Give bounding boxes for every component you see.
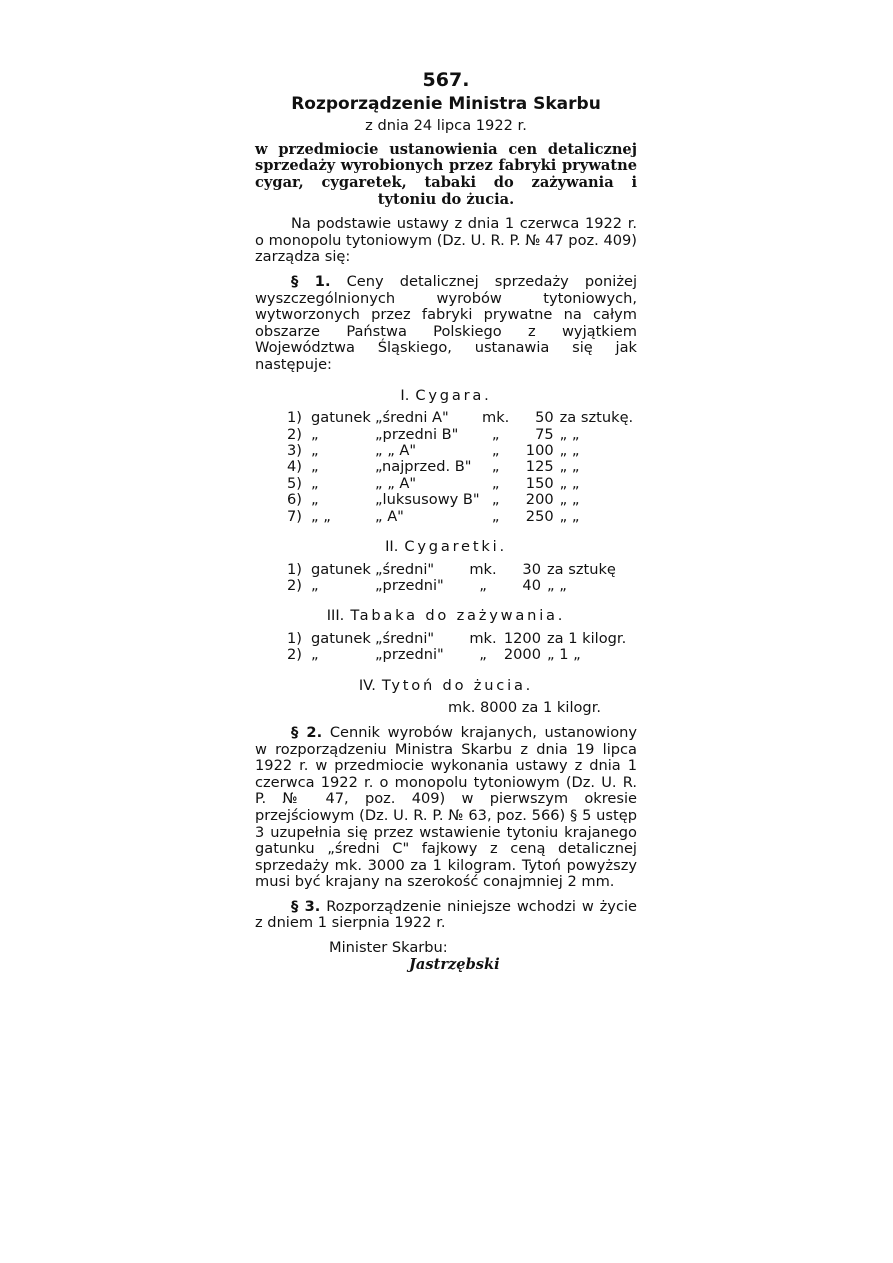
section-3: [255, 899, 637, 932]
heading-tabaka-label: Tabaka do zażywania.: [350, 607, 566, 625]
signature-name: Jastrzębski: [409, 955, 500, 973]
row-number: 6): [287, 491, 302, 509]
section-2-label: § 2.: [291, 723, 323, 741]
row-number: 1): [287, 560, 302, 578]
row-grade-word: „ „: [311, 507, 331, 525]
row-number: 2): [287, 425, 302, 443]
row-number: 1): [287, 409, 302, 427]
cygara-price-list: [287, 410, 633, 525]
row-grade-name: „ „ A": [375, 441, 417, 459]
row-currency: mk.: [469, 560, 497, 578]
row-currency: mk.: [481, 409, 510, 427]
tyton-price: mk. 8000 za 1 kilogr.: [448, 699, 601, 717]
row-number: 3): [287, 441, 302, 459]
section-1: [255, 274, 637, 374]
row-number: 4): [287, 458, 302, 476]
row-unit: „ 1 „: [547, 646, 581, 664]
heading-tyton: [255, 678, 637, 695]
row-grade-name: „średni": [375, 629, 435, 647]
row-grade-name: „przedni": [375, 576, 444, 594]
heading-tyton-roman: IV.: [358, 676, 376, 694]
row-grade-word: gatunek: [311, 409, 371, 427]
row-currency: „: [491, 458, 500, 476]
act-subject: w przedmiocie ustanowienia cen detalicznej sprzedaży wyrobionych przez fabryki prywatne cygar, cygaretek, tabaki do zażywania i tytoniu do żucia.: [255, 140, 637, 208]
row-number: 7): [287, 507, 302, 525]
row-unit: „ „: [559, 474, 580, 492]
heading-tabaka: [255, 608, 637, 625]
row-price: 125: [525, 458, 554, 476]
table-row: [287, 410, 633, 426]
row-currency: „: [491, 491, 500, 509]
row-price: 150: [525, 474, 554, 492]
row-grade-word: „: [311, 425, 319, 443]
row-grade-name: „ „ A": [375, 474, 417, 492]
table-row: [287, 459, 633, 475]
row-grade-word: „: [311, 491, 319, 509]
table-row: [287, 443, 633, 459]
row-grade-name: „ A": [375, 507, 404, 525]
row-price: 50: [535, 409, 554, 427]
section-3-text: Rozporządzenie niniejsze wchodzi w życie z dniem 1 sierpnia 1922 r.: [255, 897, 638, 932]
row-unit: za 1 kilogr.: [547, 629, 627, 647]
table-row: [287, 631, 626, 647]
row-price: 2000: [503, 646, 541, 664]
row-unit: „ „: [559, 458, 580, 476]
section-1-label: § 1.: [291, 272, 331, 290]
row-unit: za sztukę: [547, 560, 616, 578]
row-price: 40: [522, 576, 541, 594]
row-grade-name: „średni": [375, 560, 435, 578]
section-2: [255, 725, 637, 891]
row-grade-name: „przedni": [375, 646, 444, 664]
row-price: 250: [525, 507, 554, 525]
heading-tyton-label: Tytoń do żucia.: [381, 676, 534, 694]
row-grade-name: „luksusowy B": [375, 491, 480, 509]
heading-cygara-roman: I.: [400, 386, 410, 404]
row-number: 2): [287, 576, 302, 594]
row-grade-word: gatunek: [311, 560, 371, 578]
row-currency: „: [491, 441, 500, 459]
row-grade-word: gatunek: [311, 629, 371, 647]
heading-cygara: [255, 388, 637, 405]
row-currency: „: [491, 425, 500, 443]
row-currency: „: [479, 576, 487, 594]
preamble: Na podstawie ustawy z dnia 1 czerwca 1922 r. o monopolu tytoniowym (Dz. U. R. P. № 47 poz. 409) zarządza się:: [255, 215, 637, 266]
section-3-label: § 3.: [291, 897, 321, 915]
row-currency: „: [491, 507, 500, 525]
heading-cygaretki: [255, 539, 637, 556]
row-number: 2): [287, 646, 302, 664]
document-page: [255, 69, 638, 973]
row-currency: „: [479, 646, 487, 664]
row-price: 1200: [503, 629, 541, 647]
act-date: z dnia 24 lipca 1922 r.: [365, 117, 527, 135]
heading-cygara-label: Cygara.: [415, 386, 492, 404]
cygaretki-price-list: [287, 562, 616, 595]
table-row: [287, 562, 616, 578]
table-row: [287, 647, 626, 663]
row-unit: za sztukę.: [559, 409, 634, 427]
row-unit: „ „: [559, 441, 580, 459]
heading-cygaretki-label: Cygaretki.: [404, 537, 507, 555]
table-row: [287, 476, 633, 492]
table-row: [287, 578, 616, 594]
row-unit: „ „: [547, 576, 567, 594]
row-price: 30: [522, 560, 541, 578]
act-number: 567.: [422, 69, 470, 91]
row-currency: mk.: [469, 629, 497, 647]
row-grade-word: „: [311, 474, 319, 492]
act-title: Rozporządzenie Ministra Skarbu: [291, 93, 601, 114]
row-grade-name: „najprzed. B": [375, 458, 472, 476]
table-row: [287, 509, 633, 525]
row-unit: „ „: [559, 425, 580, 443]
row-grade-name: „średni A": [375, 409, 449, 427]
table-row: [287, 492, 633, 508]
table-row: [287, 427, 633, 443]
row-grade-name: „przedni B": [375, 425, 459, 443]
row-price: 75: [535, 425, 554, 443]
row-grade-word: „: [311, 458, 319, 476]
row-number: 5): [287, 474, 302, 492]
row-price: 200: [525, 491, 554, 509]
row-currency: „: [491, 474, 500, 492]
row-unit: „ „: [559, 507, 580, 525]
section-1-text: Ceny detalicznej sprzedaży poniżej wyszczególnionych wyrobów tytoniowych, wytworzonych przez fabryki prywatne na całym obszarze Państwa Polskiego z wyjątkiem Województwa Śląskiego, ustanawia się jak następuje:: [255, 272, 638, 373]
section-2-text: Cennik wyrobów krajanych, ustanowiony w rozporządzeniu Ministra Skarbu z dnia 19 lipca 1922 r. w przedmiocie wykonania ustawy z dnia 1 czerwca 1922 r. o monopolu tytoniowym (Dz. U. R. P. № 47, poz. 409) w pierwszym okresie przejściowym (Dz. U. R. P. № 63, poz. 566) § 5 ustęp 3 uzupełnia się przez wstawienie tytoniu krajanego gatunku „średni C" fajkowy z ceną detalicznej sprzedaży mk. 3000 za 1 kilogram. Tytoń powyższy musi być krajany na szerokość conajmniej 2 mm.: [255, 723, 638, 891]
row-number: 1): [287, 629, 302, 647]
row-grade-word: „: [311, 576, 319, 594]
row-unit: „ „: [559, 491, 580, 509]
row-grade-word: „: [311, 441, 319, 459]
heading-tabaka-roman: III.: [326, 607, 345, 625]
signature-role: Minister Skarbu:: [329, 939, 448, 957]
row-price: 100: [525, 441, 554, 459]
row-grade-word: „: [311, 646, 319, 664]
heading-cygaretki-roman: II.: [385, 537, 399, 555]
tabaka-price-list: [287, 631, 626, 664]
